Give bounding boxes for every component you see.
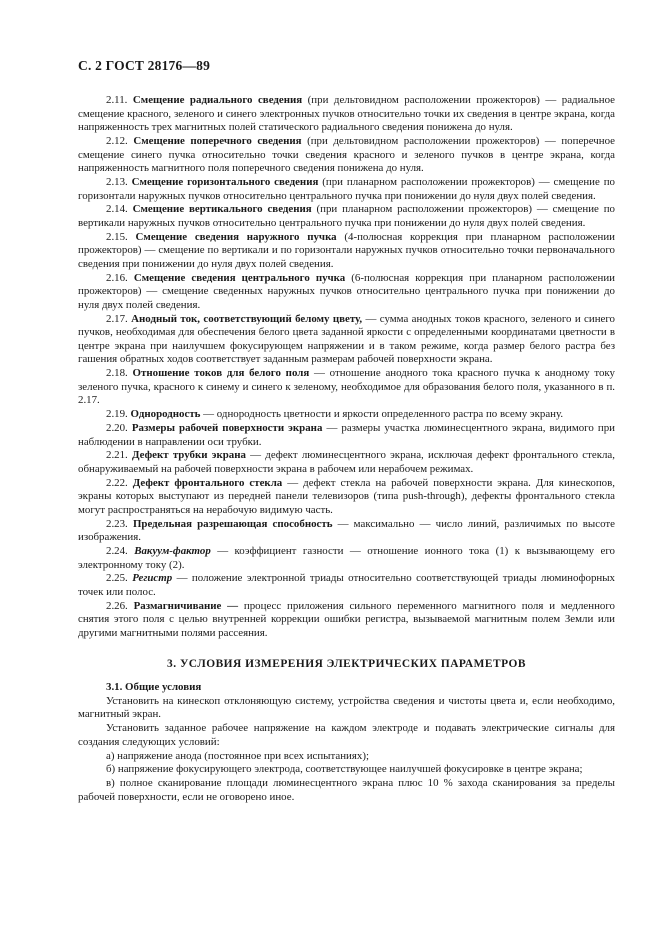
definition-item (78, 203, 615, 230)
section-3-item-a: а) напряжение анода (постоянное при всех испытаниях); (106, 749, 369, 762)
definition-number: 2.19. (106, 408, 128, 421)
definition-text: (6-полюсная коррекция при планарном расположении прожекторов) — смещение сведенных наружных пучков относительно центрального пучка при понижении до нуля двух полей сведения. (78, 271, 615, 311)
definition-item (78, 367, 615, 408)
definition-term: Смещение горизонтального сведения (131, 175, 319, 188)
definition-item (78, 545, 615, 572)
definition-item (78, 135, 615, 176)
definition-item (78, 94, 615, 135)
definition-number: 2.12. (106, 134, 128, 147)
definition-text: процесс приложения сильного переменного магнитного поля и медленного снятия этого поля с целью внутренней коррекции ошибки регистра, вызываемой магнитным полем Земли или другими магнитными полями рассеяния. (78, 599, 615, 639)
definitions-list (78, 94, 615, 641)
definition-term: Смещение вертикального сведения (132, 203, 312, 216)
definition-text: — положение электронной триады относительно соответствующей триады люминофорных точек или полос. (78, 572, 615, 598)
definition-text: — дефект стекла на рабочей поверхности экрана. Для кинескопов, экраны которых выступают из передней панели телевизоров (типа push-through), дефекты фронтального стекла могут распространяться на нерабочую видимую часть. (78, 476, 615, 516)
definition-term: Дефект трубки экрана (132, 449, 246, 462)
definition-text: — дефект люминесцентного экрана, исключая дефект фронтального стекла, обнаруживаемый на рабочей поверхности экрана в рабочем или нерабочем режимах. (78, 449, 615, 475)
definition-term: Смещение радиального сведения (132, 94, 303, 106)
definition-number: 2.17. (106, 312, 128, 325)
definition-text: — коэффициент газности — отношение ионного тока (1) к вызывающему его электронному току (2). (78, 545, 615, 571)
definition-item (78, 313, 615, 367)
definition-number: 2.26. (106, 599, 128, 612)
definition-number: 2.13. (106, 175, 128, 188)
definition-text: — максимально — число линий, различимых по высоте изображения. (78, 517, 615, 544)
definition-item (78, 477, 615, 518)
definition-term: Регистр (132, 572, 173, 585)
definition-item (78, 408, 615, 422)
page-header: С. 2 ГОСТ 28176—89 (78, 58, 211, 73)
definition-number: 2.20. (106, 421, 128, 434)
section-3-item-b: б) напряжение фокусирующего электрода, соответствующее наилучшей фокусировке в центре экрана; (106, 763, 583, 776)
definition-number: 2.25. (106, 572, 128, 585)
definition-number: 2.23. (106, 517, 128, 530)
definition-term: Предельная разрешающая способность (132, 517, 333, 530)
section-3-para-2: Установить заданное рабочее напряжение на каждом электроде и подавать электрические сигналы для создания следующих условий: (78, 722, 615, 748)
definition-item (78, 176, 615, 203)
definition-number: 2.11. (106, 94, 128, 106)
definition-term: Однородность (130, 408, 201, 421)
definition-number: 2.14. (106, 203, 128, 216)
definition-term: Смещение сведения центрального пучка (133, 271, 346, 284)
definition-item (78, 518, 615, 545)
definition-text: — отношение анодного тока красного пучка к анодному току зеленого пучка, красного к синему и синего к зеленому, необходимое для образования белого поля, указанного в п. 2.17. (78, 367, 615, 407)
definition-term: Смещение сведения наружного пучка (135, 230, 337, 243)
page-content (78, 94, 615, 804)
definition-number: 2.24. (106, 545, 128, 558)
definition-term: Отношение токов для белого поля (132, 367, 310, 380)
section-3-para-1: Установить на кинескоп отклоняющую систему, устройства сведения и чистоты цвета и, если необходимо, магнитный экран. (78, 694, 615, 721)
definition-item (78, 572, 615, 599)
definition-item (78, 422, 615, 449)
definition-number: 2.21. (106, 449, 128, 462)
definition-number: 2.15. (106, 230, 128, 243)
definition-term: Анодный ток, соответствующий белому цвету, (131, 312, 363, 325)
definition-text: (при планарном расположении прожекторов) — смещение по горизонтали наружных пучков относительно центрального пучка при понижении до нуля двух полей сведения. (78, 175, 615, 202)
definition-text: (при дельтовидном расположении прожекторов) — радиальное смещение красного, зеленого и синего электронных пучков относительно точки их сведения в центре экрана, когда напряженность трех магнитных полей статического радиального сведения понижена до нуля. (78, 94, 615, 134)
section-3-title: 3. УСЛОВИЯ ИЗМЕРЕНИЯ ЭЛЕКТРИЧЕСКИХ ПАРАМЕТРОВ (167, 657, 526, 670)
definition-text: — размеры участка люминесцентного экрана, видимого при наблюдении в направлении оси трубки. (78, 421, 615, 448)
definition-text: (при планарном расположении прожекторов) — смещение по вертикали наружных пучков относительно центрального пучка при понижении до нуля двух полей сведения. (78, 203, 615, 229)
definition-term: Дефект фронтального стекла (132, 476, 283, 489)
definition-text: — однородность цветности и яркости определенного растра по всему экрану. (200, 408, 564, 421)
definition-term: Размагничивание — (133, 599, 239, 612)
definition-text: — сумма анодных токов красного, зеленого и синего пучков, необходимая для обеспечения белого цвета заданной яркости с определенными координатами цветности в центре экрана при наилучшем фокусирующем напряжении и в таком режиме, когда размер белого растра без гашения обратных ходов соответствует заданным размерам рабочей поверхности экрана. (78, 312, 616, 366)
subsection-3-1-title: 3.1. Общие условия (106, 681, 202, 694)
definition-number: 2.16. (106, 271, 128, 284)
definition-item (78, 231, 615, 272)
definition-term: Смещение поперечного сведения (133, 134, 302, 147)
definition-term: Вакуум-фактор (134, 545, 211, 558)
definition-number: 2.18. (106, 367, 128, 380)
definition-item (78, 272, 615, 313)
definition-term: Размеры рабочей поверхности экрана (131, 421, 323, 434)
definition-text: (при дельтовидном расположении прожекторов) — поперечное смещение синего пучка относительно точки сведения красного и зеленого пучков в центре экрана, когда напряженность магнитного поля поперечного сведения понижена до нуля. (78, 134, 615, 175)
definition-item (78, 449, 615, 476)
definition-text: (4-полюсная коррекция при планарном расположении прожекторов) — смещение по вертикали и по горизонтали наружных пучков относительно точки первоначального сведения при понижении до нуля двух полей сведения. (78, 230, 615, 270)
definition-item (78, 600, 615, 641)
section-3-item-c: в) полное сканирование площади люминесцентного экрана плюс 10 % захода сканирования за пределы рабочей поверхности, если не оговорено иное. (78, 777, 615, 803)
definition-number: 2.22. (106, 476, 128, 489)
